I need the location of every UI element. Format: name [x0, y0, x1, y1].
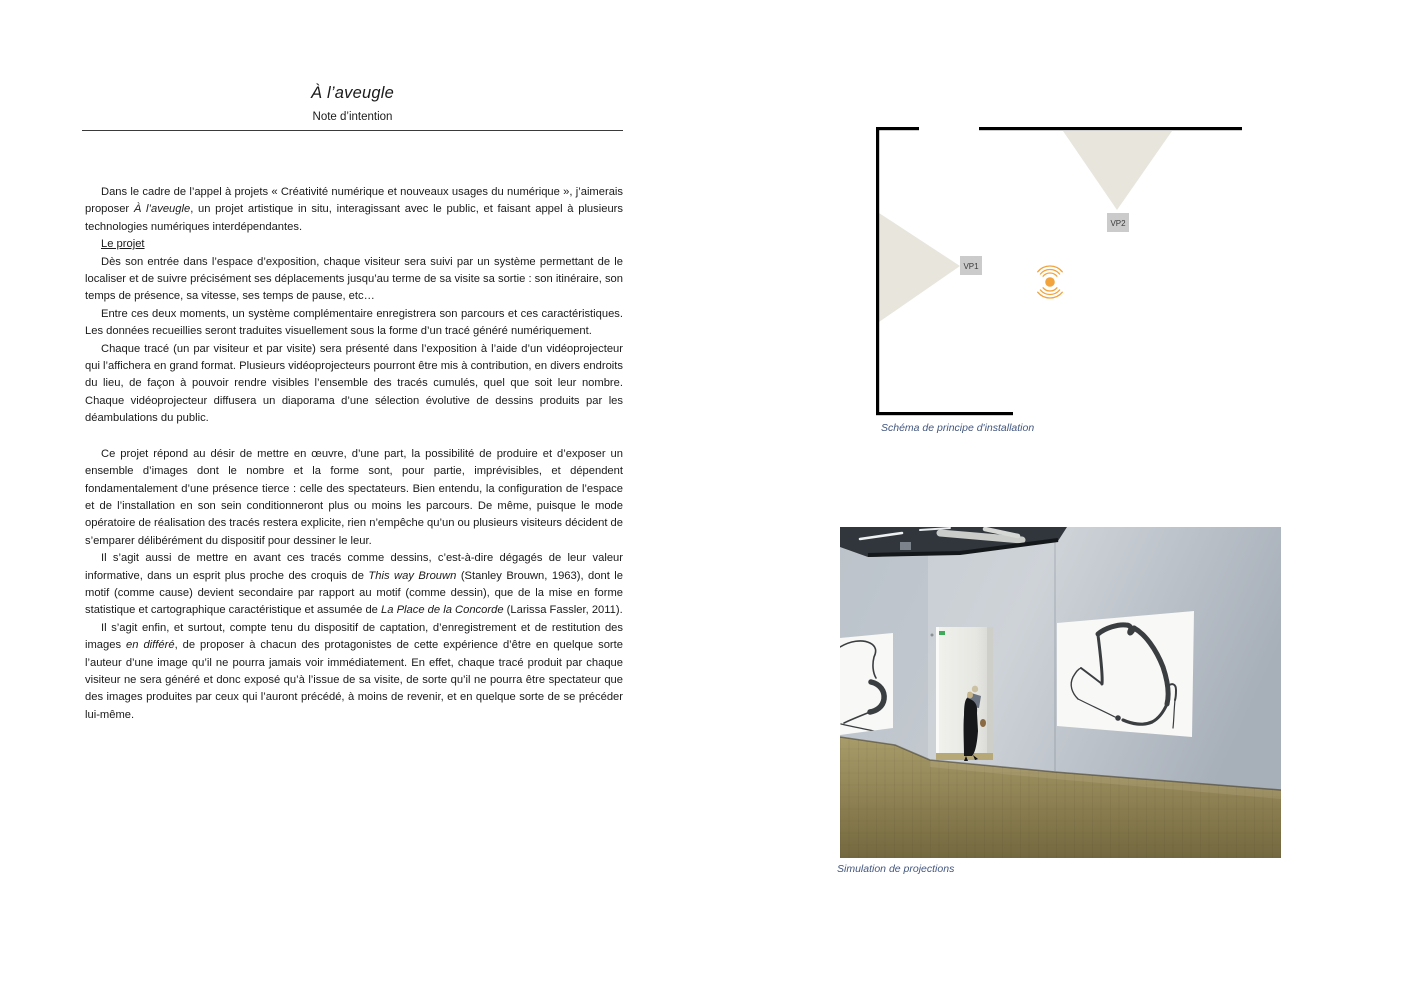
room-wall-top-right [979, 127, 1242, 130]
vp1-label [960, 256, 982, 275]
work-title-place-de-la-concorde: La Place de la Concorde [381, 604, 504, 617]
discussion-3-text-2: , de proposer à chacun des protagonistes de cette expérience d’être en quelque sorte l’auteur d’une image qu’il ne pourra jamais voir immédiatement. En effet, chaque tracé produit par chaque visiteur ne sera généré et donc exposé qu’à l’issue de sa visite, de sorte qu’il ne pourra être spectateur que des images produites par ceux qui l’auront précédé, à moins de revenir, et en quelque sorte de se précéder lui-même. [85, 639, 623, 721]
diagram-caption: Schéma de principe d'installation [881, 422, 1035, 434]
vp2-label [1107, 213, 1129, 232]
project-paragraph-2: Entre ces deux moments, un système complémentaire enregistrera son parcours et ces caractéristiques. Les données recueillies seront traduites visuellement sous la forme d’un tracé généré numériquement. [85, 307, 623, 338]
discussion-paragraph-3 [85, 620, 623, 724]
exit-sign [939, 631, 945, 635]
page-subtitle: Note d’intention [312, 111, 393, 123]
room-wall-top-left [876, 127, 919, 130]
room-wall-left [876, 127, 879, 415]
discussion-3-text-1: Il s’agit enfin, et surtout, compte tenu du dispositif de captation, d’enregistrement et de restitution des images [85, 621, 623, 652]
projection-right [1057, 611, 1194, 737]
document-body [85, 184, 623, 724]
page-title: À l’aveugle [311, 84, 394, 102]
gallery-photo [840, 527, 1281, 858]
projection-left [840, 633, 893, 735]
photo-doorway [931, 627, 994, 761]
projector-cone-vp2 [1063, 131, 1172, 210]
installation-diagram [868, 120, 1248, 420]
intro-text-1: Dans le cadre de l’appel à projets « Créativité numérique et nouveaux usages du numérique », j’aimerais proposer [85, 186, 623, 216]
title-rule [82, 130, 623, 131]
photo-caption: Simulation de projections [837, 863, 955, 875]
title-block [82, 84, 623, 131]
section-heading-text: Le projet [101, 238, 145, 251]
en-differe-italic: en différé [126, 639, 175, 652]
project-paragraph-3: Chaque tracé (un par visiteur et par visite) sera présenté dans l’exposition à l’aide d’un vidéoprojecteur qui l’affichera en grand format. Plusieurs vidéoprojecteurs pourront être mis à contribution, en divers endroits du lieu, de façon à pouvoir rendre visibles l’ensemble des tracés cumulés, quel que soit leur nombre. Chaque vidéoprojecteur diffusera un diaporama d’une sélection évolutive de dessins produits par les déambulations du public. [85, 342, 623, 425]
discussion-2-text-3: (Larissa Fassler, 2011). [503, 604, 623, 617]
projector-cone-vp1 [879, 213, 960, 322]
room-wall-bottom [876, 412, 1013, 415]
section-heading [85, 236, 623, 253]
discussion-paragraph-2 [85, 550, 623, 620]
intro-title-italic: À l’aveugle [133, 203, 191, 216]
work-title-this-way-brouwn: This way Brouwn [368, 569, 457, 582]
svg-text:VP2: VP2 [1110, 219, 1126, 228]
visitor-beacon-icon [1038, 266, 1063, 298]
project-paragraph-1: Dès son entrée dans l’espace d’exposition, chaque visiteur sera suivi par un système permettant de le localiser et de suivre précisément ses déplacements jusqu’au terme de sa visite sa sortie : son itinéraire, son temps de présence, sa vitesse, ses temps de pause, etc… [85, 255, 623, 303]
discussion-paragraph-1: Ce projet répond au désir de mettre en œuvre, d’une part, la possibilité de produire et d’exposer un ensemble d’images dont le nombre et la forme sont, pour partie, imprévisibles, et dépendent fondamentalement d’une présence tierce : celle des spectateurs. Bien entendu, la configuration de l’espace et de l’installation en son sein conditionneront plus ou moins les parcours. De même, puisque le mode opératoire de réalisation des tracés restera explicite, rien n’empêche qu’un ou plusieurs visiteurs décident de s’emparer délibérément du dispositif pour dessiner le leur. [85, 447, 623, 547]
svg-text:VP1: VP1 [963, 262, 979, 271]
discussion-2-text-2: (Stanley Brouwn, 1963), dont le motif (comme cause) devient secondaire par rapport au motif (comme dessin), que de la mise en forme statistique et cartographique caractéristique et assumée de [85, 569, 623, 617]
intro-paragraph [85, 184, 623, 236]
discussion-2-text-1: Il s’agit aussi de mettre en avant ces tracés comme dessins, c’est-à-dire dégagés de leur valeur informative, dans un esprit plus proche des croquis de [85, 552, 623, 582]
intro-text-2: , un projet artistique in situ, interagissant avec le public, et faisant appel à plusieurs technologies numériques interdépendantes. [85, 203, 623, 233]
wall-alarm-dot [931, 634, 934, 637]
